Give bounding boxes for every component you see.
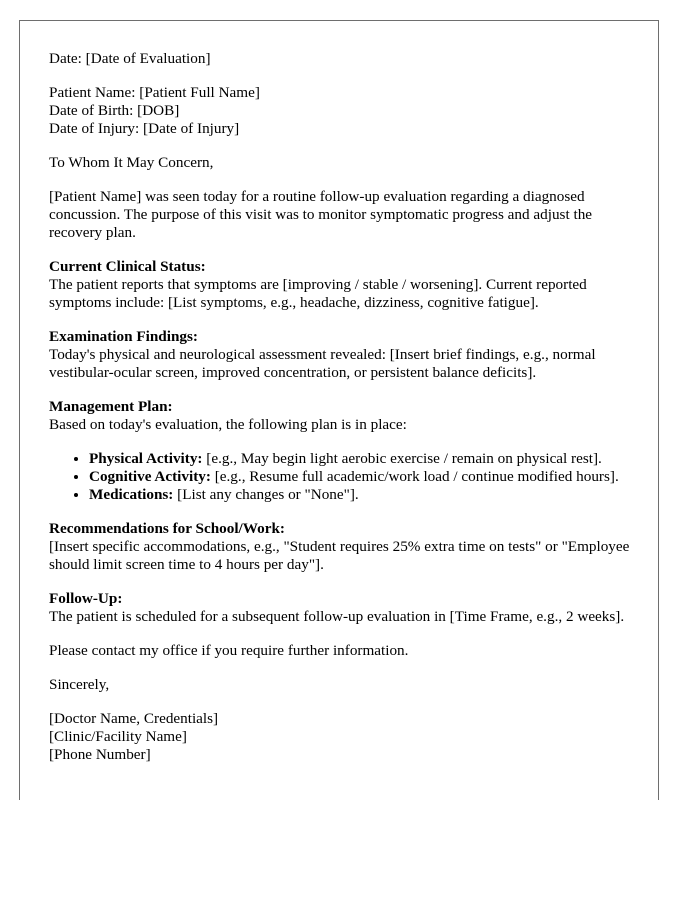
list-item-text: [List any changes or "None"].: [173, 486, 359, 503]
examination-body: Today's physical and neurological assessment revealed: [Insert brief findings, e.g., normal vestibular-ocular screen, improved concentration, or persistent balance deficits].: [49, 346, 596, 381]
closing: Sincerely,: [49, 676, 110, 693]
list-item: [89, 486, 638, 504]
phone-number-line: [Phone Number]: [49, 746, 151, 763]
date-of-injury-line: Date of Injury: [Date of Injury]: [49, 120, 240, 137]
clinical-status-body: The patient reports that symptoms are [improving / stable / worsening]. Current reported symptoms include: [List symptoms, e.g., headache, dizziness, cognitive fatigue].: [49, 276, 587, 311]
salutation: To Whom It May Concern,: [49, 154, 214, 171]
intro-paragraph: [Patient Name] was seen today for a routine follow-up evaluation regarding a diagnosed concussion. The purpose of this visit was to monitor symptomatic progress and adjust the recovery plan.: [49, 188, 593, 241]
contact-line: Please contact my office if you require further information.: [49, 642, 409, 659]
patient-info-block: [49, 84, 638, 138]
clinic-name-line: [Clinic/Facility Name]: [49, 728, 187, 745]
doctor-name-line: [Doctor Name, Credentials]: [49, 710, 219, 727]
management-intro: Based on today's evaluation, the following plan is in place:: [49, 416, 407, 433]
list-item-label: Medications:: [89, 486, 174, 503]
list-item-text: [e.g., Resume full academic/work load / continue modified hours].: [210, 468, 619, 485]
list-item-label: Physical Activity:: [89, 450, 203, 467]
clinical-status-section: [49, 258, 638, 312]
recommendations-heading: Recommendations for School/Work:: [49, 520, 285, 537]
list-item-label: Cognitive Activity:: [89, 468, 211, 485]
recommendations-body: [Insert specific accommodations, e.g., "Student requires 25% extra time on tests" or "Employee should limit screen time to 4 hours per day"].: [49, 538, 630, 573]
management-heading: Management Plan:: [49, 398, 173, 415]
clinical-status-heading: Current Clinical Status:: [49, 258, 206, 275]
list-item-text: [e.g., May begin light aerobic exercise / remain on physical rest].: [202, 450, 602, 467]
recommendations-section: [49, 520, 638, 574]
letter-page: [19, 20, 659, 800]
date-of-birth-line: Date of Birth: [DOB]: [49, 102, 180, 119]
patient-name-line: Patient Name: [Patient Full Name]: [49, 84, 260, 101]
list-item: [89, 468, 638, 486]
date-line: Date: [Date of Evaluation]: [49, 50, 211, 67]
examination-heading: Examination Findings:: [49, 328, 198, 345]
signature-block: [49, 710, 638, 764]
follow-up-body: The patient is scheduled for a subsequent follow-up evaluation in [Time Frame, e.g., 2 weeks].: [49, 608, 625, 625]
management-plan-list: [49, 450, 638, 504]
management-section: [49, 398, 638, 434]
follow-up-heading: Follow-Up:: [49, 590, 123, 607]
examination-section: [49, 328, 638, 382]
list-item: [89, 450, 638, 468]
follow-up-section: [49, 590, 638, 626]
